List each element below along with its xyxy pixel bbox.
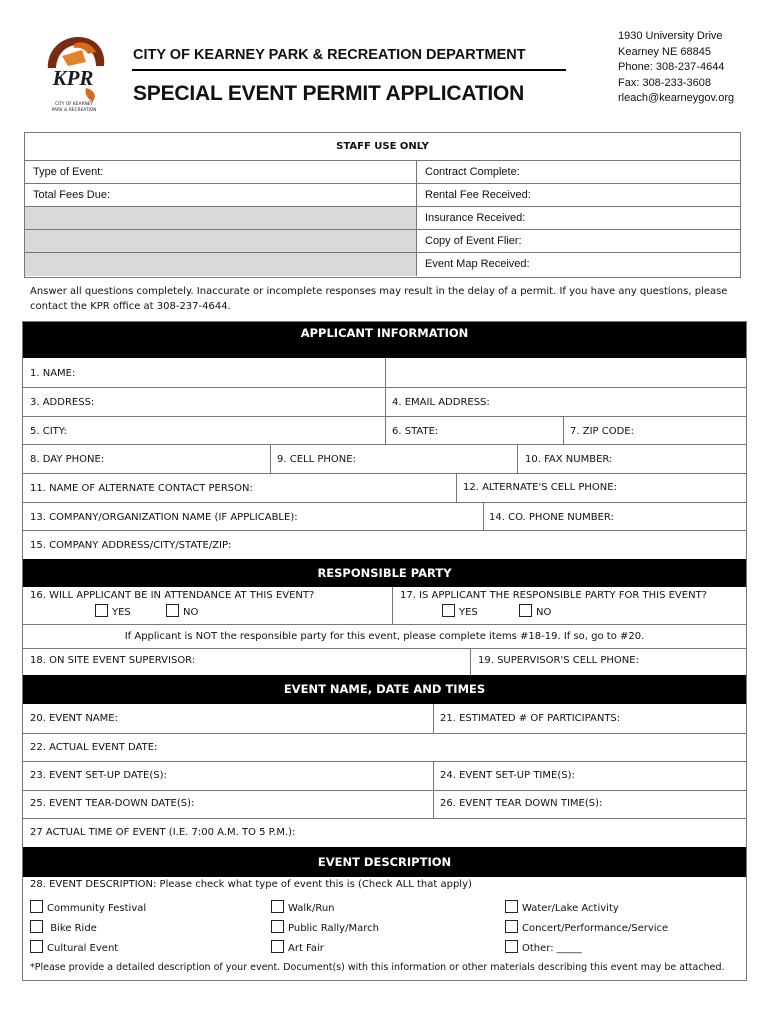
checkbox[interactable] [519,604,532,617]
svg-text:CITY OF KEARNEY: CITY OF KEARNEY [54,102,94,107]
address-field[interactable]: 3. ADDRESS: [30,397,95,408]
checkbox[interactable] [271,900,284,913]
q16-attendance: 16. WILL APPLICANT BE IN ATTENDANCE AT THIS EVENT? [30,590,315,601]
supervisor-field[interactable]: 18. ON SITE EVENT SUPERVISOR: [30,655,196,666]
address-line: Kearney NE 68845 [618,45,711,58]
checkbox[interactable] [30,900,43,913]
event-date-field[interactable]: 22. ACTUAL EVENT DATE: [30,742,158,753]
staff-use-table [24,132,741,278]
instructions-note: Answer all questions completely. Inaccurate or incomplete responses may result in the delay of a permit. If you have any questions, please contact the KPR office at 308-237-4644. [30,286,728,312]
q28-description: 28. EVENT DESCRIPTION: Please check what type of event this is (Check ALL that apply) [30,879,472,890]
option-art-fair[interactable]: Art Fair [271,940,324,954]
option-concert[interactable]: Concert/Performance/Service [505,920,668,934]
checkbox[interactable] [505,940,518,953]
department-name: CITY OF KEARNEY PARK & RECREATION DEPARTMENT [133,47,526,63]
option-community-festival[interactable]: Community Festival [30,900,146,914]
staff-event-flier[interactable]: Copy of Event Flier: [417,230,740,253]
staff-blank-cell [25,253,417,276]
company-address-field[interactable]: 15. COMPANY ADDRESS/CITY/STATE/ZIP: [30,540,232,551]
alt-contact-field[interactable]: 11. NAME OF ALTERNATE CONTACT PERSON: [30,483,253,494]
address-line: 1930 University Drive [618,30,723,42]
option-bike-ride[interactable]: Bike Ride [30,920,97,934]
checkbox[interactable] [442,604,455,617]
day-phone-field[interactable]: 8. DAY PHONE: [30,454,105,465]
checkbox[interactable] [271,940,284,953]
staff-total-fees[interactable]: Total Fees Due: [25,184,417,207]
teardown-date-field[interactable]: 25. EVENT TEAR-DOWN DATE(S): [30,798,195,809]
option-other[interactable]: Other: _____ [505,940,582,954]
alt-cell-field[interactable]: 12. ALTERNATE'S CELL PHONE: [463,482,617,493]
zip-field[interactable]: 7. ZIP CODE: [570,426,634,437]
participants-field[interactable]: 21. ESTIMATED # OF PARTICIPANTS: [440,713,621,724]
phone-line: Phone: 308-237-4644 [618,61,725,73]
header-rule [132,69,566,71]
staff-insurance[interactable]: Insurance Received: [417,207,740,230]
svg-text:KPR: KPR [52,66,94,90]
svg-text:PARK & RECREATION: PARK & RECREATION [51,108,97,113]
staff-use-heading: STAFF USE ONLY [25,133,740,161]
name-field[interactable]: 1. NAME: [30,368,76,379]
teardown-time-field[interactable]: 26. EVENT TEAR DOWN TIME(S): [440,798,603,809]
staff-type-of-event[interactable]: Type of Event: [25,161,417,184]
staff-event-map[interactable]: Event Map Received: [425,258,530,270]
event-section-heading: EVENT NAME, DATE AND TIMES [23,675,746,704]
setup-date-field[interactable]: 23. EVENT SET-UP DATE(S): [30,770,167,781]
actual-time-field[interactable]: 27 ACTUAL TIME OF EVENT (I.E. 7:00 A.M. TO 5 P.M.): [30,827,296,838]
fax-line: Fax: 308-233-3608 [618,76,711,89]
city-field[interactable]: 5. CITY: [30,426,67,437]
option-walk-run[interactable]: Walk/Run [271,900,335,914]
option-water-lake[interactable]: Water/Lake Activity [505,900,619,914]
fax-field[interactable]: 10. FAX NUMBER: [525,454,613,465]
checkbox[interactable] [505,920,518,933]
q17-yes-option[interactable]: YES [442,604,478,618]
applicant-section-heading: APPLICANT INFORMATION [23,322,746,358]
event-name-field[interactable]: 20. EVENT NAME: [30,713,118,724]
staff-blank-cell [25,207,417,230]
contact-address [618,29,734,107]
responsible-instruction: If Applicant is NOT the responsible party for this event, please complete items #18-19. If so, go to #20. [124,631,645,642]
supervisor-cell-field[interactable]: 19. SUPERVISOR'S CELL PHONE: [478,655,639,666]
cell-phone-field[interactable]: 9. CELL PHONE: [277,454,356,465]
state-field[interactable]: 6. STATE: [392,426,439,437]
q17-responsible: 17. IS APPLICANT THE RESPONSIBLE PARTY FOR THIS EVENT? [400,590,707,601]
company-name-field[interactable]: 13. COMPANY/ORGANIZATION NAME (IF APPLICABLE): [30,512,298,523]
q16-yes-option[interactable]: YES [95,604,131,618]
email-line: rleach@kearneygov.org [618,92,735,104]
application-form [22,321,747,981]
description-section-heading: EVENT DESCRIPTION [23,847,746,877]
responsible-section-heading: RESPONSIBLE PARTY [23,559,746,587]
description-footnote: *Please provide a detailed description of your event. Document(s) with this information or other materials describing this event may be attached. [30,962,725,973]
checkbox[interactable] [30,920,43,933]
checkbox[interactable] [30,940,43,953]
checkbox[interactable] [95,604,108,617]
option-cultural-event[interactable]: Cultural Event [30,940,118,954]
staff-rental-fee[interactable]: Rental Fee Received: [417,184,740,207]
checkbox[interactable] [166,604,179,617]
checkbox[interactable] [505,900,518,913]
company-phone-field[interactable]: 14. CO. PHONE NUMBER: [489,512,614,523]
kpr-logo [38,32,110,114]
q17-no-option[interactable]: NO [519,604,551,618]
staff-blank-cell [25,230,417,253]
checkbox[interactable] [271,920,284,933]
setup-time-field[interactable]: 24. EVENT SET-UP TIME(S): [440,770,575,781]
email-field[interactable]: 4. EMAIL ADDRESS: [392,397,490,408]
q16-no-option[interactable]: NO [166,604,198,618]
staff-contract-complete[interactable]: Contract Complete: [417,161,740,184]
page-title: SPECIAL EVENT PERMIT APPLICATION [133,82,525,105]
option-public-rally[interactable]: Public Rally/March [271,920,379,934]
